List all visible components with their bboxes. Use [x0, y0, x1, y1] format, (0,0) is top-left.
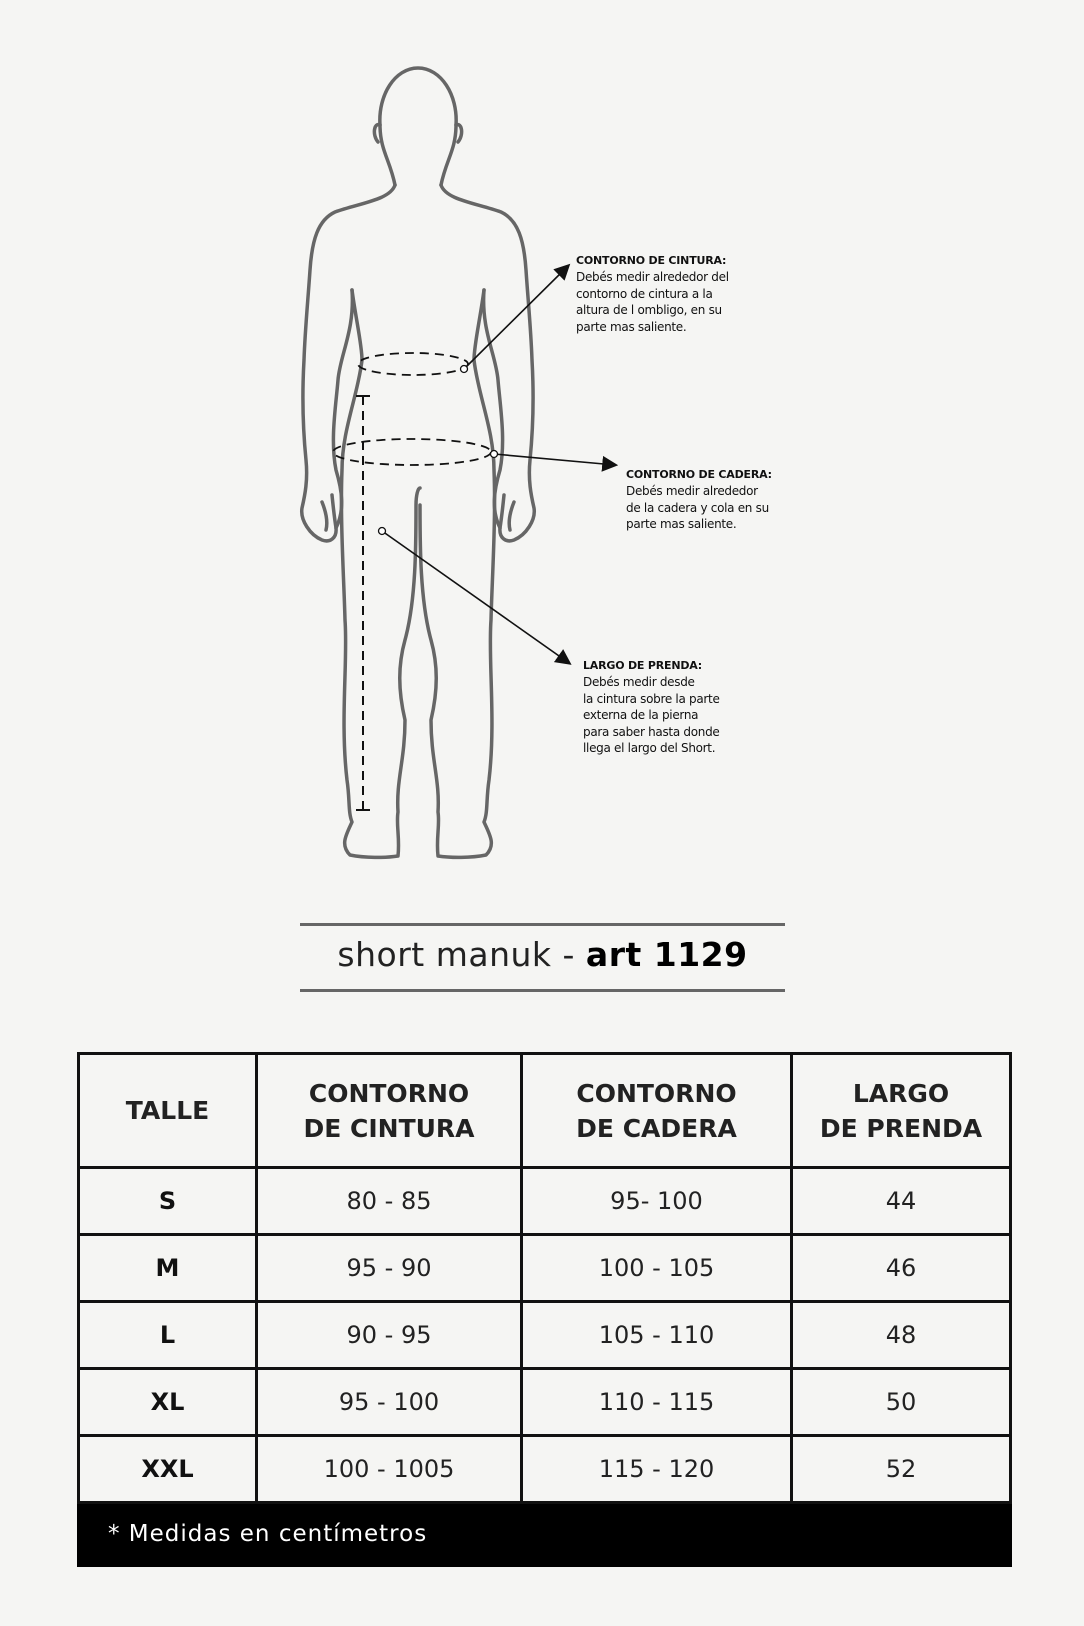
table-row [79, 1302, 1011, 1369]
hip-cell: 110 - 115 [522, 1369, 792, 1436]
length-annotation-heading: LARGO DE PRENDA: [583, 658, 702, 672]
length-cell: 52 [792, 1436, 1011, 1503]
title-divider-bottom [300, 989, 785, 992]
hip-arrow [494, 454, 615, 465]
length-cell: 46 [792, 1235, 1011, 1302]
table-row [79, 1436, 1011, 1503]
waist-cell: 95 - 90 [257, 1235, 522, 1302]
length-cell: 44 [792, 1168, 1011, 1235]
hip-cell: 115 - 120 [522, 1436, 792, 1503]
table-row [79, 1369, 1011, 1436]
product-title [300, 935, 785, 974]
table-row [79, 1235, 1011, 1302]
size-cell: M [79, 1235, 257, 1302]
header-talle: TALLE [79, 1054, 257, 1168]
waist-annotation [576, 236, 729, 352]
header-contorno-cintura: CONTORNO DE CINTURA [257, 1054, 522, 1168]
hip-annotation-heading: CONTORNO DE CADERA: [626, 467, 772, 481]
waist-cell: 80 - 85 [257, 1168, 522, 1235]
waist-cell: 100 - 1005 [257, 1436, 522, 1503]
size-cell: XXL [79, 1436, 257, 1503]
length-measure-line [356, 396, 370, 810]
table-row [79, 1168, 1011, 1235]
hip-annotation [626, 450, 772, 549]
length-arrow [382, 531, 569, 663]
table-note-row [79, 1503, 1011, 1566]
length-annotation [583, 641, 720, 773]
product-article: art 1129 [585, 935, 748, 974]
title-divider-top [300, 923, 785, 926]
length-cell: 50 [792, 1369, 1011, 1436]
waist-measure-ellipse [358, 353, 468, 375]
hip-measure-ellipse [333, 439, 491, 465]
waist-cell: 90 - 95 [257, 1302, 522, 1369]
hip-cell: 95- 100 [522, 1168, 792, 1235]
size-cell: L [79, 1302, 257, 1369]
human-figure-outline [302, 68, 535, 857]
product-name: short manuk - [337, 935, 586, 974]
waist-annotation-heading: CONTORNO DE CINTURA: [576, 253, 727, 267]
header-largo-prenda: LARGO DE PRENDA [792, 1054, 1011, 1168]
header-contorno-cadera: CONTORNO DE CADERA [522, 1054, 792, 1168]
table-header-row [79, 1054, 1011, 1168]
hip-cell: 100 - 105 [522, 1235, 792, 1302]
size-cell: S [79, 1168, 257, 1235]
length-cell: 48 [792, 1302, 1011, 1369]
length-anchor-dot [379, 528, 386, 535]
measurement-units-note: * Medidas en centímetros [79, 1503, 1011, 1566]
length-annotation-text: Debés medir desde la cintura sobre la parte externa de la pierna para saber hasta donde llega el largo del Short. [583, 675, 720, 755]
hip-anchor-dot [491, 451, 498, 458]
waist-anchor-dot [461, 366, 468, 373]
size-cell: XL [79, 1369, 257, 1436]
waist-cell: 95 - 100 [257, 1369, 522, 1436]
hip-cell: 105 - 110 [522, 1302, 792, 1369]
hip-annotation-text: Debés medir alrededor de la cadera y cola en su parte mas saliente. [626, 484, 769, 531]
size-table [77, 1052, 1012, 1567]
waist-annotation-text: Debés medir alrededor del contorno de cintura a la altura de l ombligo, en su parte mas saliente. [576, 270, 729, 334]
